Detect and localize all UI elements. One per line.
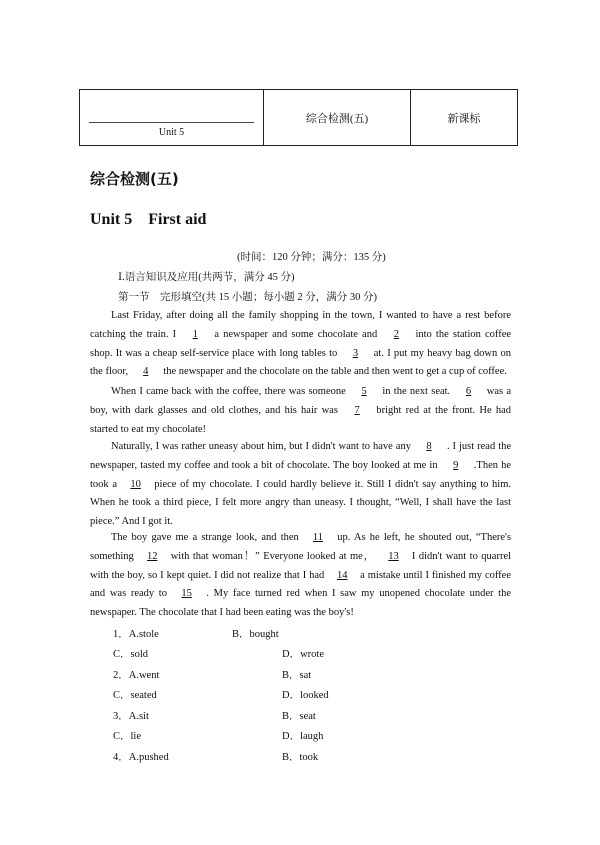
header-edition: 新课标 — [411, 90, 518, 146]
option-2-c[interactable]: C．seated — [113, 690, 157, 701]
part-heading: 第一节 完形填空(共 15 小题；每小题 2 分，满分 30 分) — [118, 292, 377, 303]
blank-12[interactable]: 12 — [146, 550, 158, 562]
option-1-b[interactable]: B．bought — [232, 629, 279, 640]
section-heading: Ⅰ.语言知识及应用(共两节，满分 45 分) — [118, 272, 295, 283]
blank-15[interactable]: 15 — [181, 588, 192, 600]
blank-9[interactable]: 9 — [453, 459, 459, 471]
option-3-d[interactable]: D．laugh — [282, 731, 324, 742]
blank-4[interactable]: 4 — [143, 366, 149, 378]
passage-paragraph-1: Last Friday, after doing all the family shopping in the town, I wanted to have a rest before catching the train. I 1 a newspaper and some chocolate and 2 into the station coffee shop. It was a cheap self-service place with long tables to 3 at. I put my heavy bag down on the floor, 4 the newspaper and the chocolate on the table and then went to get a cup of coffee. — [90, 307, 511, 382]
passage-paragraph-3: Naturally, I was rather uneasy about him, but I didn't want to have any 8 . I just read the newspaper, tasted my coffee and took a bit of chocolate. The boy looked at me in 9 .Then he took a 10 piece of my chocolate. I could hardly believe it. Still I didn't say anything to him. When he took a third piece, I felt more angry than uneasy. I thought, “Well, I shall have the last piece.” And I got it. — [90, 438, 511, 532]
blank-6[interactable]: 6 — [465, 386, 472, 397]
header-unit: Unit 5 — [158, 127, 185, 138]
option-1-d[interactable]: D．wrote — [282, 649, 324, 660]
passage-paragraph-4: The boy gave me a strange look, and then 11 up. As he left, he shouted out, “There's something 12 with that woman！” Everyone looked at me， 13 I didn't want to quarrel with the boy, so I kept quiet. I did not realize that I had 14 a mistake until I finished my coffee and was ready to 15 . My face turned red when I saw my unopened chocolate under the newspaper. The chocolate that I had been eating was the boy's! — [90, 529, 511, 623]
header-table — [79, 89, 518, 146]
page-title: 综合检测(五) — [90, 170, 179, 188]
blank-7[interactable]: 7 — [354, 404, 360, 416]
blank-14[interactable]: 14 — [336, 569, 348, 581]
passage-paragraph-2: When I came back with the coffee, there was someone 5 in the next seat. 6 was a boy, with dark glasses and old clothes, and his hair was 7 bright red at the front. He had started to eat my chocolate! — [90, 383, 511, 439]
blank-8[interactable]: 8 — [426, 441, 432, 452]
header-unit-cell — [80, 90, 264, 146]
time-info: (时间：120 分钟；满分：135 分) — [237, 252, 386, 263]
blank-2[interactable]: 2 — [393, 328, 399, 340]
option-1-a[interactable]: 1．A.stole — [113, 629, 159, 640]
blank-10[interactable]: 10 — [130, 478, 141, 490]
option-2-a[interactable]: 2．A.went — [113, 670, 160, 681]
option-3-c[interactable]: C．lie — [113, 731, 141, 742]
option-2-b[interactable]: B．sat — [282, 670, 312, 681]
option-3-b[interactable]: B．seat — [282, 711, 316, 722]
option-4-b[interactable]: B．took — [282, 752, 319, 763]
option-1-c[interactable]: C．sold — [113, 649, 149, 660]
blank-13[interactable]: 13 — [388, 550, 399, 562]
unit-title: Unit 5 First aid — [90, 211, 207, 228]
blank-11[interactable]: 11 — [312, 532, 324, 543]
blank-3[interactable]: 3 — [352, 347, 359, 359]
option-4-a[interactable]: 4．A.pushed — [113, 752, 169, 763]
option-3-a[interactable]: 3．A.sit — [113, 711, 149, 722]
blank-1[interactable]: 1 — [192, 328, 198, 340]
header-divider — [89, 122, 254, 123]
blank-5[interactable]: 5 — [361, 386, 367, 397]
header-test-name: 综合检测(五) — [264, 90, 411, 146]
option-2-d[interactable]: D．looked — [282, 690, 329, 701]
